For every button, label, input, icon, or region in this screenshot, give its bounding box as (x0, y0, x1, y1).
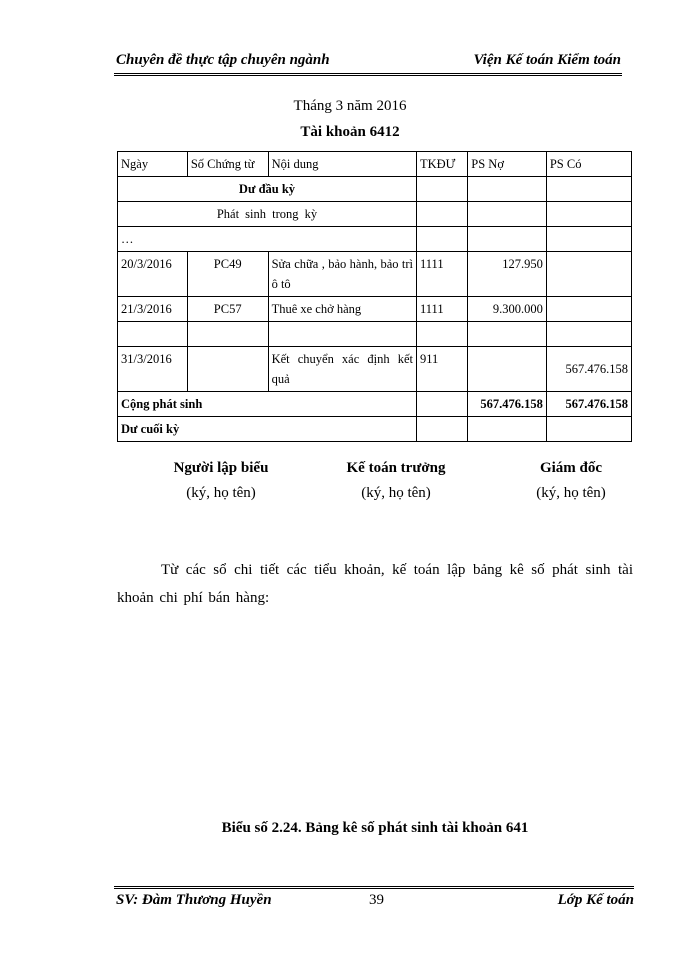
signature-chief-accountant (296, 460, 496, 502)
page-footer (116, 892, 634, 912)
row-date: 31/3/2016 (118, 347, 188, 392)
header-right-text: Viện Kế toán Kiểm toán (473, 52, 621, 68)
body-paragraph: Từ các sổ chi tiết các tiểu khoản, kế toán lập bảng kê số phát sinh tài khoản chi phí bán hàng: (117, 562, 633, 606)
signature-title: Kế toán trưởng (346, 460, 446, 476)
total-label: Cộng phát sinh (118, 392, 417, 417)
ledger-table (117, 151, 632, 442)
figure-caption: Biểu số 2.24. Bảng kê số phát sinh tài khoản 641 (221, 820, 529, 836)
closing-balance-row (118, 417, 632, 442)
row-account: 911 (416, 347, 467, 392)
opening-balance-row (118, 177, 632, 202)
row-date: 20/3/2016 (118, 252, 188, 297)
row-description: Kết chuyển xác định kết quả (268, 347, 416, 392)
footer-class: Lớp Kế toán (557, 892, 634, 908)
header-description: Nội dung (268, 152, 416, 177)
row-account: 1111 (416, 252, 467, 297)
total-credit: 567.476.158 (546, 392, 631, 417)
header-left-text: Chuyên đề thực tập chuyên ngành (116, 52, 330, 68)
row-credit (546, 297, 631, 322)
row-document: PC49 (187, 252, 268, 297)
page-number: 39 (369, 892, 384, 908)
ellipsis-row (118, 227, 632, 252)
signature-subtitle: (ký, họ tên) (186, 485, 256, 501)
total-debit: 567.476.158 (468, 392, 547, 417)
period-label: Phát sinh trong kỳ (118, 202, 417, 227)
row-description: Thuê xe chở hàng (268, 297, 416, 322)
header-debit: PS Nợ (468, 152, 547, 177)
footer-divider (114, 886, 634, 889)
signature-subtitle: (ký, họ tên) (536, 485, 606, 501)
month-line: Tháng 3 năm 2016 (293, 98, 407, 114)
signature-preparer (121, 460, 321, 502)
empty-row (118, 322, 632, 347)
ellipsis-cell: … (118, 227, 417, 252)
period-row (118, 202, 632, 227)
signature-title: Người lập biểu (173, 460, 269, 476)
total-row (118, 392, 632, 417)
table-header-row (118, 152, 632, 177)
row-date: 21/3/2016 (118, 297, 188, 322)
row-credit: 567.476.158 (546, 347, 631, 392)
header-document: Số Chứng từ (187, 152, 268, 177)
row-debit: 9.300.000 (468, 297, 547, 322)
page-header (116, 52, 621, 72)
closing-balance-label: Dư cuối kỳ (118, 417, 417, 442)
header-divider (114, 73, 622, 76)
signature-subtitle: (ký, họ tên) (361, 485, 431, 501)
opening-balance-label: Dư đầu kỳ (118, 177, 417, 202)
row-description: Sửa chữa , bảo hành, bảo trì ô tô (268, 252, 416, 297)
table-row (118, 252, 632, 297)
account-title: Tài khoản 6412 (300, 124, 400, 140)
table-row (118, 297, 632, 322)
signature-title: Giám đốc (539, 460, 603, 476)
header-credit: PS Có (546, 152, 631, 177)
row-debit (468, 347, 547, 392)
row-account: 1111 (416, 297, 467, 322)
header-account: TKĐƯ (416, 152, 467, 177)
row-debit: 127.950 (468, 252, 547, 297)
table-row (118, 347, 632, 392)
footer-student: SV: Đàm Thương Huyền (116, 892, 272, 908)
row-credit (546, 252, 631, 297)
signature-director (471, 460, 671, 502)
header-date: Ngày (118, 152, 188, 177)
row-document (187, 347, 268, 392)
row-document: PC57 (187, 297, 268, 322)
